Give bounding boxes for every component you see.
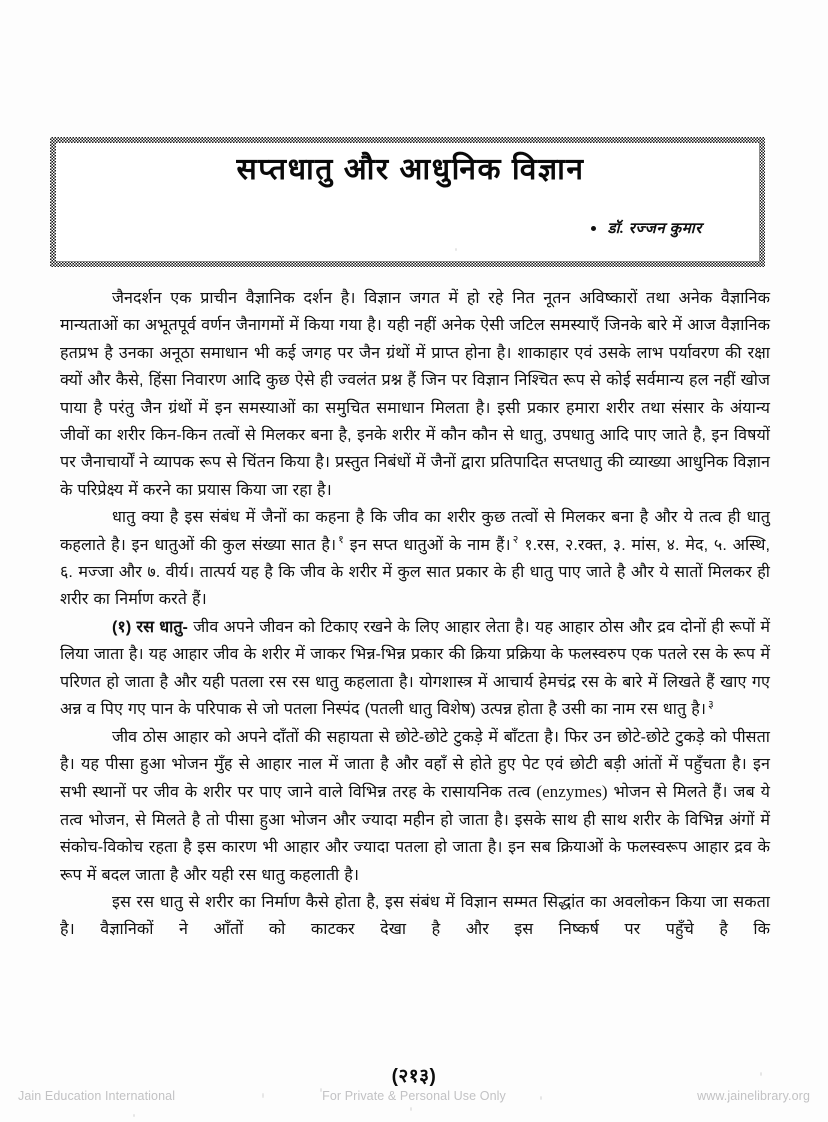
- footnote-marker-3: ३: [707, 698, 714, 711]
- author-byline: [591, 218, 702, 238]
- footnote-marker-2: २: [512, 534, 519, 547]
- paragraph-2-text-c: १.रस, २.रक्त, ३. मांस, ४. मेद, ५. अस्थि, ६. मज्जा और ७. वीर्य। तात्पर्य यह है कि जीव के शरीर में कुल सात प्रकार के ही धातु पाए जाते है और ये सातों मिलकर ही शरीर का निर्माण करते हैं।: [60, 535, 770, 609]
- page-number: (२१३): [391, 1066, 437, 1087]
- paragraph-1: [60, 285, 770, 504]
- footer-right-link[interactable]: www.jainelibrary.org: [697, 1089, 810, 1103]
- paragraph-4: [60, 724, 770, 889]
- paragraph-5-text: इस रस धातु से शरीर का निर्माण कैसे होता है, इस संबंध में विज्ञान सम्मत सिद्धांत का अवलोकन किया जा सकता है। वैज्ञानिकों ने आँतों को काटकर देखा है और इस निष्कर्ष पर पहुँचे है कि: [60, 892, 770, 939]
- scan-speckle: [133, 1114, 135, 1117]
- paragraph-2-text-a: धातु क्या है इस संबंध में जैनों का कहना है कि जीव का शरीर कुछ तत्वों से मिलकर बना है और ये तत्व ही धातु कहलाते है। इन धातुओं की कुल संख्या सात है।: [60, 508, 770, 554]
- paragraph-3: [60, 614, 770, 724]
- title-box: [50, 137, 765, 267]
- paragraph-2-text-b: इन सप्त धातुओं के नाम हैं।: [349, 535, 511, 554]
- paragraph-4-text-b: भोजन से मिलते हैं। जब ये तत्व भोजन, से मिलते है तो पीसा हुआ भोजन और ज्यादा महीन हो जाता है। इसके साथ ही साथ शरीर के विभिन्न अंगों में संकोच-विकोच रहता है इस कारण भी आहार और ज्यादा पतला हो जाता है। इन सब क्रियाओं के फलस्वरूप आहार द्रव के रूप में बदल जाता है और यही रस धातु कहलाती है।: [60, 783, 771, 884]
- footnote-marker-1: १: [338, 534, 344, 547]
- title-box-inner: [56, 143, 759, 261]
- paragraph-2: [60, 504, 770, 614]
- section-heading-ras-dhatu: (१) रस धातु-: [112, 617, 188, 636]
- footer-left-text: Jain Education International: [18, 1089, 176, 1103]
- body-text: [60, 285, 770, 971]
- page-title: सप्तधातु और आधुनिक विज्ञान: [236, 153, 585, 186]
- paragraph-1-text: जैनदर्शन एक प्राचीन वैज्ञानिक दर्शन है। विज्ञान जगत में हो रहे नित नूतन अविष्कारों तथा अनेक वैज्ञानिक मान्यताओं का अभूतपूर्व वर्णन जैनागमों में किया गया है। यही नहीं अनेक ऐसी जटिल समस्याएँ जिनके बारे में आज वैज्ञानिक हतप्रभ है उनका अनूठा समाधान भी कई जगह पर जैन ग्रंथों में प्राप्त होना है। शाकाहार एवं उसके लाभ पर्यावरण की रक्षा क्यों और कैसे, हिंसा निवारण आदि कुछ ऐसे ही ज्वलंत प्रश्न हैं जिन पर विज्ञान निश्चित रूप से कोई सर्वमान्य हल नहीं खोज पाया है परंतु जैन ग्रंथों में इन समस्याओं का समुचित समाधान मिलता है। इसी प्रकार हमारा शरीर तथा संसार के अंयान्य जीवों का शरीर किन-किन तत्वों से मिलकर बना है, इनके शरीर में कौन कौन से धातु, उपधातु आदि पाए जाते है, इन विषयों पर जैनाचार्यों ने व्यापक रूप से चिंतन किया है। प्रस्तुत निबंधों में जैनों द्वारा प्रतिपादित सप्तधातु की व्याख्या आधुनिक विज्ञान के परिप्रेक्ष्य में करने का प्रयास किया जा रहा है।: [60, 289, 770, 499]
- paragraph-5: [60, 889, 770, 971]
- paragraph-3-text: जीव अपने जीवन को टिकाए रखने के लिए आहार लेता है। यह आहार ठोस और द्रव दोनों ही रूपों में लिया जाता है। यह आहार जीव के शरीर में जाकर भिन्न-भिन्न प्रकार की क्रिया प्रक्रिया के फलस्वरुप एक पतले रस के रूप में परिणत हो जाता है और यही पतला रस रस धातु कहलाता है। योगशास्त्र में आचार्य हेमचंद्र रस के बारे में लिखते हैं खाए गए अन्न व पिए गए पान के परिपाक से जो पतला निस्पंद (पतली धातु विशेष) उत्पन्न होता है उसी का नाम रस धातु है।: [60, 617, 771, 719]
- paragraph-4-text-a: जीव ठोस आहार को अपने दाँतों की सहायता से छोटे-छोटे टुकड़े में बाँटता है। फिर उन छोटे-छोटे टुकड़े को पीसता है। यह पीसा हुआ भोजन मुँह से आहार नाल में जाता है और वहाँ से होते हुए पेट एवं छोटी बड़ी आंतों में पहुँचता है। इन सभी स्थानों पर जीव के शरीर पर पाए जाने वाले विभिन्न तरह के रासायनिक तत्व: [60, 727, 770, 802]
- page-footer: [0, 1089, 828, 1111]
- author-name: डॉ. रज्जन कुमार: [607, 221, 702, 237]
- latin-term-enzymes: (enzymes): [536, 782, 608, 802]
- footer-center-text: For Private & Personal Use Only: [322, 1089, 506, 1103]
- bullet-dot-icon: [591, 226, 596, 231]
